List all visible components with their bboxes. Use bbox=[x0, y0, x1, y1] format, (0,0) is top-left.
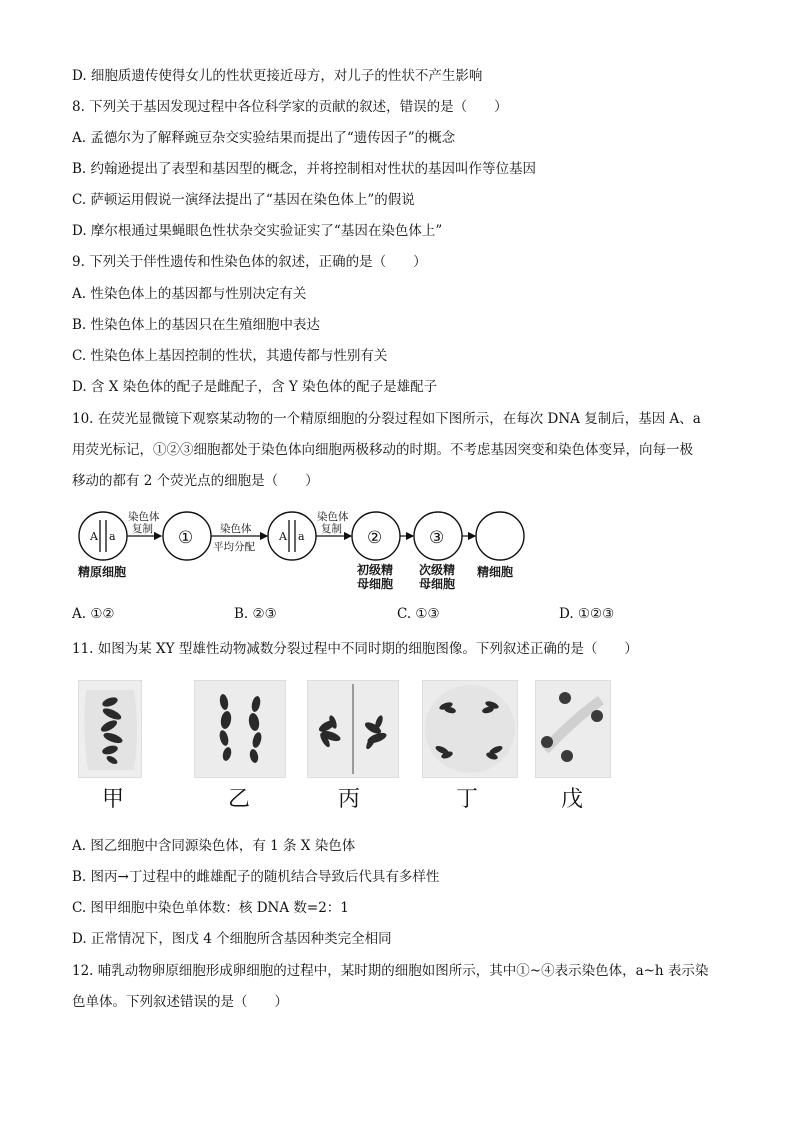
cell-3-label: ③ bbox=[429, 528, 445, 548]
q10-options bbox=[72, 606, 732, 626]
label-secondary-2: 母细胞 bbox=[419, 577, 456, 590]
duplicated-cell bbox=[268, 512, 316, 560]
sperm-cell bbox=[476, 512, 524, 560]
caption-bing: 丙 bbox=[338, 787, 361, 812]
micrograph-strip bbox=[78, 680, 618, 820]
cell-1-label: ① bbox=[178, 528, 194, 548]
q11-stem: 11. 如图为某 XY 型雄性动物减数分裂过程中不同时期的细胞图像。下列叙述正确的是（ ） bbox=[72, 641, 638, 657]
arrow-3-bottom-label: 复制 bbox=[321, 523, 342, 535]
q7-option-d: D. 细胞质遗传使得女儿的性状更接近母方，对儿子的性状不产生影响 bbox=[72, 68, 483, 84]
q10-option-a: A. ①② bbox=[72, 606, 115, 622]
q9-option-d: D. 含 X 染色体的配子是雌配子，含 Y 染色体的配子是雄配子 bbox=[72, 379, 438, 395]
micrograph-wu bbox=[535, 680, 611, 778]
micrograph-bing bbox=[307, 680, 399, 778]
q9-option-c: C. 性染色体上基因控制的性状，其遗传都与性别有关 bbox=[72, 348, 388, 364]
q10-stem-line-1: 10. 在荧光显微镜下观察某动物的一个精原细胞的分裂过程如下图所示，在每次 DNA 复制后，基因 A、a bbox=[72, 411, 701, 427]
caption-ding: 丁 bbox=[456, 787, 479, 812]
gene-a-upper-2: A bbox=[279, 530, 287, 543]
q9-stem: 9. 下列关于伴性遗传和性染色体的叙述，正确的是（ ） bbox=[72, 254, 427, 270]
arrow-2-bottom-label: 平均分配 bbox=[213, 541, 255, 553]
cell-2-label: ② bbox=[367, 528, 383, 548]
q8-option-c: C. 萨顿运用假说一演绎法提出了“基因在染色体上”的假说 bbox=[72, 192, 415, 208]
q12-stem-line-2: 色单体。下列叙述错误的是（ ） bbox=[72, 994, 288, 1010]
q11-option-c: C. 图甲细胞中染色单体数：核 DNA 数=2：1 bbox=[72, 900, 349, 916]
arrow-1-top-label: 染色体 bbox=[128, 511, 160, 523]
q11-option-a: A. 图乙细胞中含同源染色体，有 1 条 X 染色体 bbox=[72, 838, 356, 854]
gene-a-lower: a bbox=[109, 530, 116, 543]
q8-option-d: D. 摩尔根通过果蝇眼色性状杂交实验证实了“基因在染色体上” bbox=[72, 223, 443, 239]
micrograph-jia bbox=[78, 680, 142, 778]
label-primary-2: 母细胞 bbox=[357, 577, 394, 590]
arrow-2-top-label: 染色体 bbox=[220, 523, 252, 535]
q10-stem-line-3: 移动的都有 2 个荧光点的细胞是（ ） bbox=[72, 473, 319, 489]
label-spermatogonium: 精原细胞 bbox=[78, 565, 127, 579]
q10-option-c: C. ①③ bbox=[397, 606, 440, 622]
caption-jia: 甲 bbox=[102, 787, 125, 812]
spermatogenesis-diagram bbox=[70, 498, 540, 590]
q10-option-b: B. ②③ bbox=[234, 606, 277, 622]
q10-stem-line-2: 用荧光标记，①②③细胞都处于染色体向细胞两极移动的时期。不考虑基因突变和染色体变异，向每一极 bbox=[72, 442, 693, 458]
micrograph-ding bbox=[422, 680, 518, 778]
q11-option-b: B. 图丙→丁过程中的雌雄配子的随机结合导致后代具有多样性 bbox=[72, 869, 440, 885]
q9-option-b: B. 性染色体上的基因只在生殖细胞中表达 bbox=[72, 317, 321, 333]
q9-option-a: A. 性染色体上的基因都与性别决定有关 bbox=[72, 286, 307, 302]
gene-a-lower-2: a bbox=[298, 530, 305, 543]
caption-yi: 乙 bbox=[228, 787, 251, 812]
label-primary-1: 初级精 bbox=[357, 563, 394, 577]
q8-option-a: A. 孟德尔为了解释豌豆杂交实验结果而提出了“遗传因子”的概念 bbox=[72, 130, 456, 146]
q12-stem-line-1: 12. 哺乳动物卵原细胞形成卵细胞的过程中，某时期的细胞如图所示，其中①~④表示染色体，a~h 表示染 bbox=[72, 963, 709, 979]
arrow-3-top-label: 染色体 bbox=[317, 511, 349, 523]
gene-a-upper: A bbox=[90, 530, 98, 543]
spermatogonium-cell bbox=[79, 512, 127, 560]
micrograph-yi bbox=[194, 680, 286, 778]
q10-option-d: D. ①②③ bbox=[559, 606, 615, 622]
q8-stem: 8. 下列关于基因发现过程中各位科学家的贡献的叙述，错误的是（ ） bbox=[72, 99, 508, 115]
label-secondary-1: 次级精 bbox=[419, 563, 456, 577]
label-sperm: 精细胞 bbox=[477, 565, 514, 579]
q8-option-b: B. 约翰逊提出了表型和基因型的概念，并将控制相对性状的基因叫作等位基因 bbox=[72, 161, 537, 177]
caption-wu: 戊 bbox=[561, 787, 584, 812]
arrow-1-bottom-label: 复制 bbox=[132, 523, 153, 535]
q11-option-d: D. 正常情况下，图戊 4 个细胞所含基因种类完全相同 bbox=[72, 931, 392, 947]
